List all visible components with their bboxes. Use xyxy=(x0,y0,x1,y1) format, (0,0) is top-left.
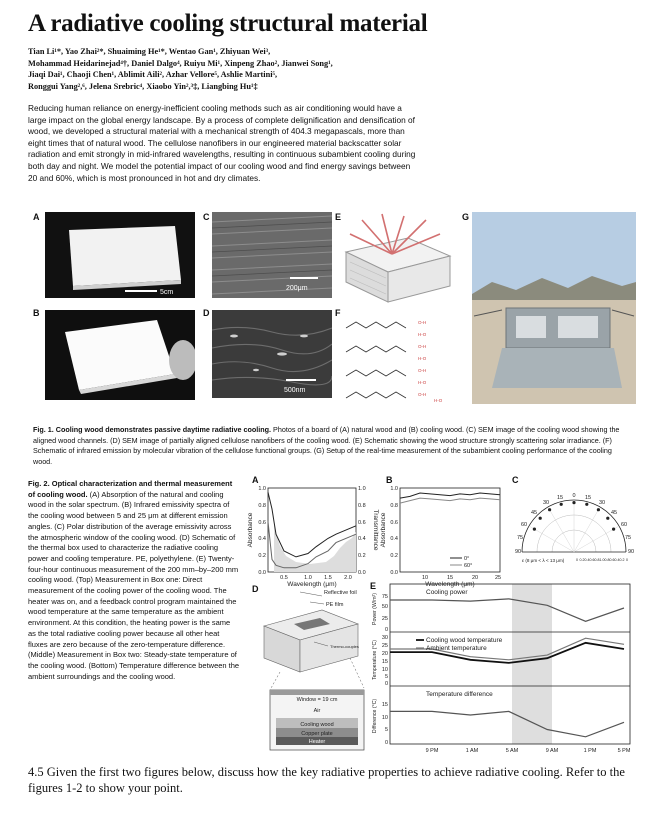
fig2a-y2tick: 0.6 xyxy=(358,520,366,526)
fig2c-angle-label: 45 xyxy=(530,510,538,516)
fig2c-point xyxy=(548,508,551,511)
fig2c-radial-tick: 0.4 xyxy=(614,558,620,562)
scale-bar-label: 5cm xyxy=(160,289,174,296)
fig2d-reflective-foil-label: Reflective foil xyxy=(324,590,357,596)
fig2a-ytick: 0.0 xyxy=(258,570,266,576)
fig2c-angle-label: 60 xyxy=(520,522,528,528)
fig2b-xtick: 10 xyxy=(421,575,429,581)
fig2b-ylabel: Absorbance xyxy=(380,512,387,548)
fig2c-point xyxy=(560,503,563,506)
abstract: Reducing human reliance on energy-inefficient cooling methods such as air conditioning would have a large impact on the global energy landscape. By a process of complete delignification and densification of wood, we developed a structural material with a mechanical strength of 404.3 megapascals, more than eight times that of natural wood. The cellulose nanofibers in our engineered material backscatter solar radiation and emit strongly in mid-infrared wavelengths, resulting in continuous subambient cooling during both day and night. We model the potential impact of our cooling wood and find energy savings between 20 and 60%, which is most pronounced in hot and dry climates. xyxy=(28,103,416,183)
fig2b-ytick: 0.4 xyxy=(390,536,398,542)
cellulose-molecule-schematic xyxy=(342,312,454,404)
author-line: Jiaqi Dai¹, Chaoji Chen¹, Ablimit Aili², Azhar Vellore⁵, Ashlie Martini⁵, xyxy=(28,70,278,80)
fig2c-point xyxy=(612,528,615,531)
fig2-label-a: A xyxy=(252,475,259,485)
fig2b-xtick: 15 xyxy=(446,575,454,581)
fig2e-cooling-power-line xyxy=(390,599,624,621)
fig2c-radial-tick: 0.8 xyxy=(604,558,610,562)
fig2c-radial-tick: 0.2 xyxy=(619,558,625,562)
fig2e-xtick: 5 PM xyxy=(617,748,631,754)
fig2c-angle-label: 30 xyxy=(598,500,606,506)
photo-natural-wood xyxy=(45,212,195,298)
fig2a-y2tick: 0.4 xyxy=(358,536,366,542)
fig2c-radial-tick: 0.6 xyxy=(589,558,595,562)
fig2c-angle-label: 15 xyxy=(584,495,592,501)
fig2c-angle-label: 15 xyxy=(556,495,564,501)
fig2a-y2label: Transmittance xyxy=(372,509,379,551)
fig2c-radial-tick: 0.2 xyxy=(579,558,585,562)
fig1-label-a: A xyxy=(33,212,40,222)
fig2a-xlabel: Wavelength (μm) xyxy=(287,581,337,588)
fig2a-y2tick: 0.8 xyxy=(358,503,366,509)
fig2a-y2tick: 0.2 xyxy=(358,553,366,559)
fig1-label-e: E xyxy=(335,212,342,222)
sem-nanofibers-image xyxy=(212,310,332,398)
fig2e-ytick-mid: 25 xyxy=(381,643,388,649)
fig2e-ylabel-top: Power (W/m²) xyxy=(372,593,378,625)
fig2c-point xyxy=(539,517,542,520)
fig2d-heater-label: Heater xyxy=(308,739,326,745)
fig2e-ytick-mid: 30 xyxy=(381,635,388,641)
fig2c-polar-plot xyxy=(515,493,634,563)
photo-cooling-wood xyxy=(45,310,195,400)
fig2a-xtick: 1.0 xyxy=(304,575,312,581)
fig2c-angle-label: 75 xyxy=(624,535,632,541)
figure-2-graphics xyxy=(240,472,640,760)
fig2-label-b: B xyxy=(386,475,393,485)
fig2b-ytick: 0.2 xyxy=(390,553,398,559)
fig2b-legend-60: 60° xyxy=(464,563,473,569)
fig2c-point xyxy=(606,517,609,520)
author-list xyxy=(28,46,638,92)
fig2-label-c: C xyxy=(512,475,519,485)
fig1-label-f: F xyxy=(335,308,341,318)
scattering-schematic xyxy=(342,212,454,308)
author-line: Mohammad Heidarinejad⁴†, Daniel Dalgo⁴, Ruiyu Mi¹, Xinpeng Zhao², Jianwei Song¹, xyxy=(28,58,333,68)
fig2a-ytick: 0.4 xyxy=(258,536,266,542)
fig2e-legend-ambient: Ambient temperature xyxy=(426,645,487,652)
fig2c-radial-tick: 0.8 xyxy=(594,558,600,562)
natural-wood-image xyxy=(45,212,195,298)
fig2e-ytick-bot: 5 xyxy=(384,727,388,733)
fig2a-ytick: 0.6 xyxy=(258,520,266,526)
fig2e-difference-line xyxy=(390,711,624,736)
fig2b-ytick: 0.6 xyxy=(390,520,398,526)
scale-bar-label: 500nm xyxy=(284,387,306,394)
fig2c-point xyxy=(585,503,588,506)
fig2a-y2tick: 1.0 xyxy=(358,486,366,492)
measurement-setup-photo xyxy=(472,212,636,404)
fig2d-air-label: Air xyxy=(313,708,321,714)
fig2b-0deg-line xyxy=(400,493,500,498)
fig2a-xtick: 0.5 xyxy=(280,575,288,581)
fig2c-point xyxy=(597,508,600,511)
fig2c-radial-tick: 0.6 xyxy=(609,558,615,562)
fig1-label-d: D xyxy=(203,308,210,318)
scale-bar-label: 200μm xyxy=(286,285,308,292)
cooling-wood-image xyxy=(45,310,195,400)
fig2e-xtick: 9 PM xyxy=(425,748,439,754)
fig1-caption-title: Fig. 1. Cooling wood demonstrates passive daytime radiative cooling. xyxy=(33,425,272,434)
fig2e-xtick: 1 AM xyxy=(465,748,479,754)
fig1-label-g: G xyxy=(462,212,470,222)
fig2e-ylabel-mid: Temperature (°C) xyxy=(372,640,378,680)
fig2-caption-title: Fig. 2. Optical characterization and thermal measurement of cooling wood. xyxy=(28,479,233,499)
fig2e-ytick-top: 25 xyxy=(381,616,388,622)
fig2a-plot xyxy=(247,486,379,588)
fig2b-60deg-line xyxy=(400,498,500,503)
fig2b-plot xyxy=(380,486,501,588)
fig2a-xtick: 1.5 xyxy=(324,575,332,581)
fig2c-radial-label: ε (8 μm < λ < 13 μm) xyxy=(522,558,565,563)
fig2b-ytick: 0.8 xyxy=(390,503,398,509)
fig2e-ytick-bot: 0 xyxy=(384,740,388,746)
paper-title: A radiative cooling structural material xyxy=(28,10,428,37)
fig2c-angle-label: 30 xyxy=(542,500,550,506)
fig2e-xtick: 5 AM xyxy=(505,748,519,754)
oh-label: O-H xyxy=(418,392,427,397)
fig2a-ytick: 0.8 xyxy=(258,503,266,509)
fig2e-legend-wood: Cooling wood temperature xyxy=(426,637,503,644)
fig2e-ytick-top: 50 xyxy=(381,604,388,610)
fig2b-xlabel: Wavelength (μm) xyxy=(425,581,475,588)
oh-label: H-O xyxy=(418,332,427,337)
oh-label: O-H xyxy=(418,344,427,349)
fig2c-point xyxy=(572,501,575,504)
fig1-label-c: C xyxy=(203,212,210,222)
fig2e-ytick-mid: 0 xyxy=(384,681,388,687)
fig2c-point xyxy=(533,528,536,531)
fig2d-thermocouples-label: Thermo-couples xyxy=(330,644,359,649)
fig2d-copper-plate-label: Copper plate xyxy=(301,731,333,737)
fig1-label-b: B xyxy=(33,308,40,318)
fig2b-xtick: 25 xyxy=(494,575,502,581)
fig2-caption xyxy=(28,479,240,682)
fig2c-angle-label: 90 xyxy=(514,549,522,555)
question-text: 4.5 Given the first two figures below, discuss how the key radiative properties to achieve radiative cooling. Refer to the figures 1-2 to show your point. xyxy=(28,765,625,795)
fig2-label-e: E xyxy=(370,581,377,591)
fig2e-ytick-mid: 10 xyxy=(381,667,388,673)
fig2e-legend-diff: Temperature difference xyxy=(426,691,493,698)
fig2c-angle-label: 45 xyxy=(610,510,618,516)
fig1-caption-body: Photos of a board of (A) natural wood and (B) cooling wood. (C) SEM image of the cooling wood showing the aligned wood channels. (D) SEM image of partially aligned cellulose nanofibers of the cooling wood. (E) Schematic showing the wood structure strongly scattering solar irradiance. (F) Schematic of infrared emission by molecular vibration of the cellulose functional groups. (G) Setup of the real-time measurement of the subambient cooling performance of the cooling wood. xyxy=(33,425,620,466)
fig2e-ytick-bot: 15 xyxy=(381,702,388,708)
oh-label: O-H xyxy=(418,320,427,325)
fig2c-angle-label: 75 xyxy=(516,535,524,541)
fig2e-xtick: 9 AM xyxy=(545,748,559,754)
fig2d-cooling-wood-label: Cooling wood xyxy=(300,722,334,728)
fig2e-ylabel-bot: Difference (°C) xyxy=(372,698,378,734)
fig2a-ytick: 1.0 xyxy=(258,486,266,492)
fig2b-ytick: 0.0 xyxy=(390,570,398,576)
fig2c-radial-tick: 1.0 xyxy=(599,558,605,562)
fig2d-pe-film-label: PE film xyxy=(326,602,344,608)
oh-label: H-O xyxy=(418,380,427,385)
fig2e-ytick-bot: 10 xyxy=(381,715,388,721)
fig2a-y2tick: 0.0 xyxy=(358,570,366,576)
fig2e-ytick-mid: 15 xyxy=(381,659,388,665)
author-line: Ronggui Yang²,⁶, Jelena Srebric⁴, Xiaobo Yin²,³‡, Liangbing Hu¹‡ xyxy=(28,81,258,91)
fig2c-angle-label: 90 xyxy=(627,549,635,555)
oh-label: H-O xyxy=(434,398,443,403)
fig2b-ytick: 1.0 xyxy=(390,486,398,492)
oh-label: O-H xyxy=(418,368,427,373)
fig2e-plot xyxy=(372,584,631,754)
fig2c-spokes xyxy=(529,500,619,552)
fig2e-night-shade xyxy=(512,584,552,744)
fig2e-ytick-mid: 5 xyxy=(384,674,388,680)
author-line: Tian Li¹*, Yao Zhai²*, Shuaiming He¹*, Wentao Gan¹, Zhiyuan Wei³, xyxy=(28,47,271,56)
fig2c-radial-tick: 0.4 xyxy=(584,558,590,562)
sem-channels-image xyxy=(212,212,332,298)
fig2e-ytick-top: 75 xyxy=(381,594,388,600)
fig2e-ytick-top: 0 xyxy=(384,627,388,633)
fig2c-radial-tick: 0 xyxy=(626,558,628,562)
fig2d-schematic xyxy=(264,590,364,750)
fig2a-ylabel: Absorbance xyxy=(247,512,254,548)
fig2b-legend-0: 0° xyxy=(464,556,470,562)
oh-label: H-O xyxy=(418,356,427,361)
fig2e-xtick: 1 PM xyxy=(583,748,597,754)
fig2b-xtick: 20 xyxy=(471,575,479,581)
fig2e-frame xyxy=(390,584,630,744)
fig2-label-d: D xyxy=(252,584,259,594)
fig2c-angle-label: 60 xyxy=(620,522,628,528)
fig2c-radial-tick: 0 xyxy=(576,558,578,562)
fig2a-ytick: 0.2 xyxy=(258,553,266,559)
fig2c-angle-label: 0 xyxy=(572,493,576,499)
fig2a-xtick: 2.0 xyxy=(344,575,352,581)
fig2e-legend-power: Cooling power xyxy=(426,589,468,596)
fig2e-ytick-mid: 20 xyxy=(381,651,388,657)
fig2-caption-body: (A) Absorption of the natural and cooling wood in the solar spectrum. (B) Infrared emissivity spectra of the cooling wood between 5 and 25 μm at different emission angles. (C) Polar distribution of the average emissivity across the atmospheric window of the cooling wood. (D) Schematic of the thermal box used to characterize the radiative cooling power and cooling temperature. PE, polyethylene. (E) Twenty-four-hour continuous measurement of the 200 mm–by–200 mm cooling wood. (Top) Measurement in Box one: Direct measurement of the cooling power of the cooling wood. The heater was on, and a feedback control program maintained the wood temperature at the same temperature as the ambient environment. At this condition, the heating power is the same as the total radiative cooling power because all other heat fluxes are zero because of the zero-temperature difference. (Middle) Measurement in Box two: Steady-state temperature of the cooling wood. (Bottom) Temperature difference between the ambient surroundings and the cooling wood. xyxy=(28,489,240,681)
fig1-caption xyxy=(33,425,633,467)
fig2d-window-label: Window = 19 cm xyxy=(296,697,338,703)
